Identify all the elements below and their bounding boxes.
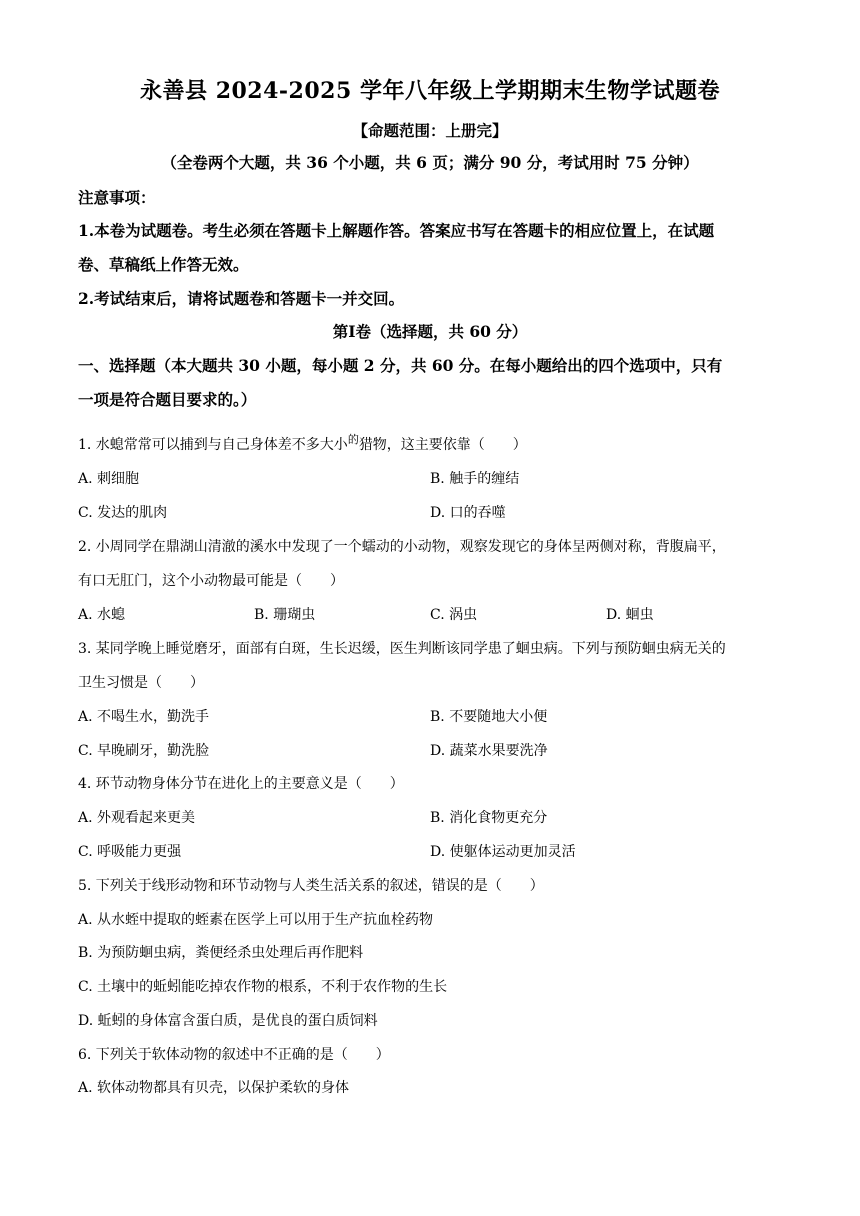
question-3-stem-line-1: 3. 某同学晚上睡觉磨牙，面部有白斑，生长迟缓，医生判断该同学患了蛔虫病。下列与预防蛔虫病无关的 [78, 641, 726, 657]
question-2-option-a: A. 水螅 [78, 607, 126, 623]
question-1-option-b: B. 触手的缠结 [430, 471, 520, 487]
notes-heading: 注意事项： [78, 188, 156, 207]
question-4-option-a: A. 外观看起来更美 [78, 810, 196, 826]
exam-summary: （全卷两个大题，共 36 个小题，共 6 页；满分 90 分，考试用时 75 分钟） [161, 153, 699, 172]
question-4-option-c: C. 呼吸能力更强 [78, 844, 182, 860]
question-6-stem: 6. 下列关于软体动物的叙述中不正确的是（ ） [78, 1047, 390, 1063]
question-5-option-d: D. 蚯蚓的身体富含蛋白质，是优良的蛋白质饲料 [78, 1013, 378, 1029]
question-1-option-c: C. 发达的肌肉 [78, 505, 168, 521]
question-1-stem-superscript: 的 [347, 433, 359, 446]
question-3-stem-line-2: 卫生习惯是（ ） [78, 675, 204, 691]
section-1-instructions-line-1: 一、选择题（本大题共 30 小题，每小题 2 分，共 60 分。在每小题给出的四个选项中，只有 [78, 356, 723, 375]
section-1-instructions-line-2: 一项是符合题目要求的。） [78, 390, 257, 409]
question-5-option-a: A. 从水蛭中提取的蛭素在医学上可以用于生产抗血栓药物 [78, 912, 434, 928]
question-5-option-b: B. 为预防蛔虫病，粪便经杀虫处理后再作肥料 [78, 945, 364, 961]
question-4-option-b: B. 消化食物更充分 [430, 810, 548, 826]
note-1-line-2: 卷、草稿纸上作答无效。 [78, 255, 249, 274]
question-6-option-a: A. 软体动物都具有贝壳，以保护柔软的身体 [78, 1080, 350, 1096]
question-3-option-a: A. 不喝生水，勤洗手 [78, 709, 210, 725]
question-4-option-d: D. 使躯体运动更加灵活 [430, 844, 576, 860]
question-5-option-c: C. 土壤中的蚯蚓能吃掉农作物的根系，不利于农作物的生长 [78, 979, 448, 995]
note-2: 2.考试结束后，请将试题卷和答题卡一并交回。 [78, 289, 405, 308]
question-1-stem [78, 431, 788, 454]
exam-title: 永善县 2024-2025 学年八年级上学期期末生物学试题卷 [140, 78, 720, 104]
exam-scope: 【命题范围：上册完】 [352, 121, 508, 140]
question-3-option-c: C. 早晚刷牙，勤洗脸 [78, 743, 210, 759]
question-2-option-b: B. 珊瑚虫 [254, 607, 316, 623]
question-1-option-a: A. 刺细胞 [78, 471, 140, 487]
question-5-stem: 5. 下列关于线形动物和环节动物与人类生活关系的叙述，错误的是（ ） [78, 878, 544, 894]
question-3-option-b: B. 不要随地大小便 [430, 709, 548, 725]
question-2-stem-line-2: 有口无肛门，这个小动物最可能是（ ） [78, 573, 344, 589]
question-2-option-d: D. 蛔虫 [606, 607, 654, 623]
question-1-stem-part-b: 猎物，这主要依靠（ ） [358, 437, 527, 453]
question-1-option-d: D. 口的吞噬 [430, 505, 506, 521]
note-1-line-1: 1.本卷为试题卷。考生必须在答题卡上解题作答。答案应书写在答题卡的相应位置上，在试题 [78, 221, 715, 240]
section-1-heading: 第Ⅰ卷（选择题，共 60 分） [332, 322, 528, 341]
question-2-option-c: C. 涡虫 [430, 607, 478, 623]
question-4-stem: 4. 环节动物身体分节在进化上的主要意义是（ ） [78, 776, 404, 792]
question-1-stem-part-a: 1. 水螅常常可以捕到与自己身体差不多大小 [78, 437, 348, 453]
question-3-option-d: D. 蔬菜水果要洗净 [430, 743, 548, 759]
question-2-stem-line-1: 2. 小周同学在鼎湖山清澈的溪水中发现了一个蠕动的小动物，观察发现它的身体呈两侧对称，背腹扁平， [78, 539, 726, 555]
